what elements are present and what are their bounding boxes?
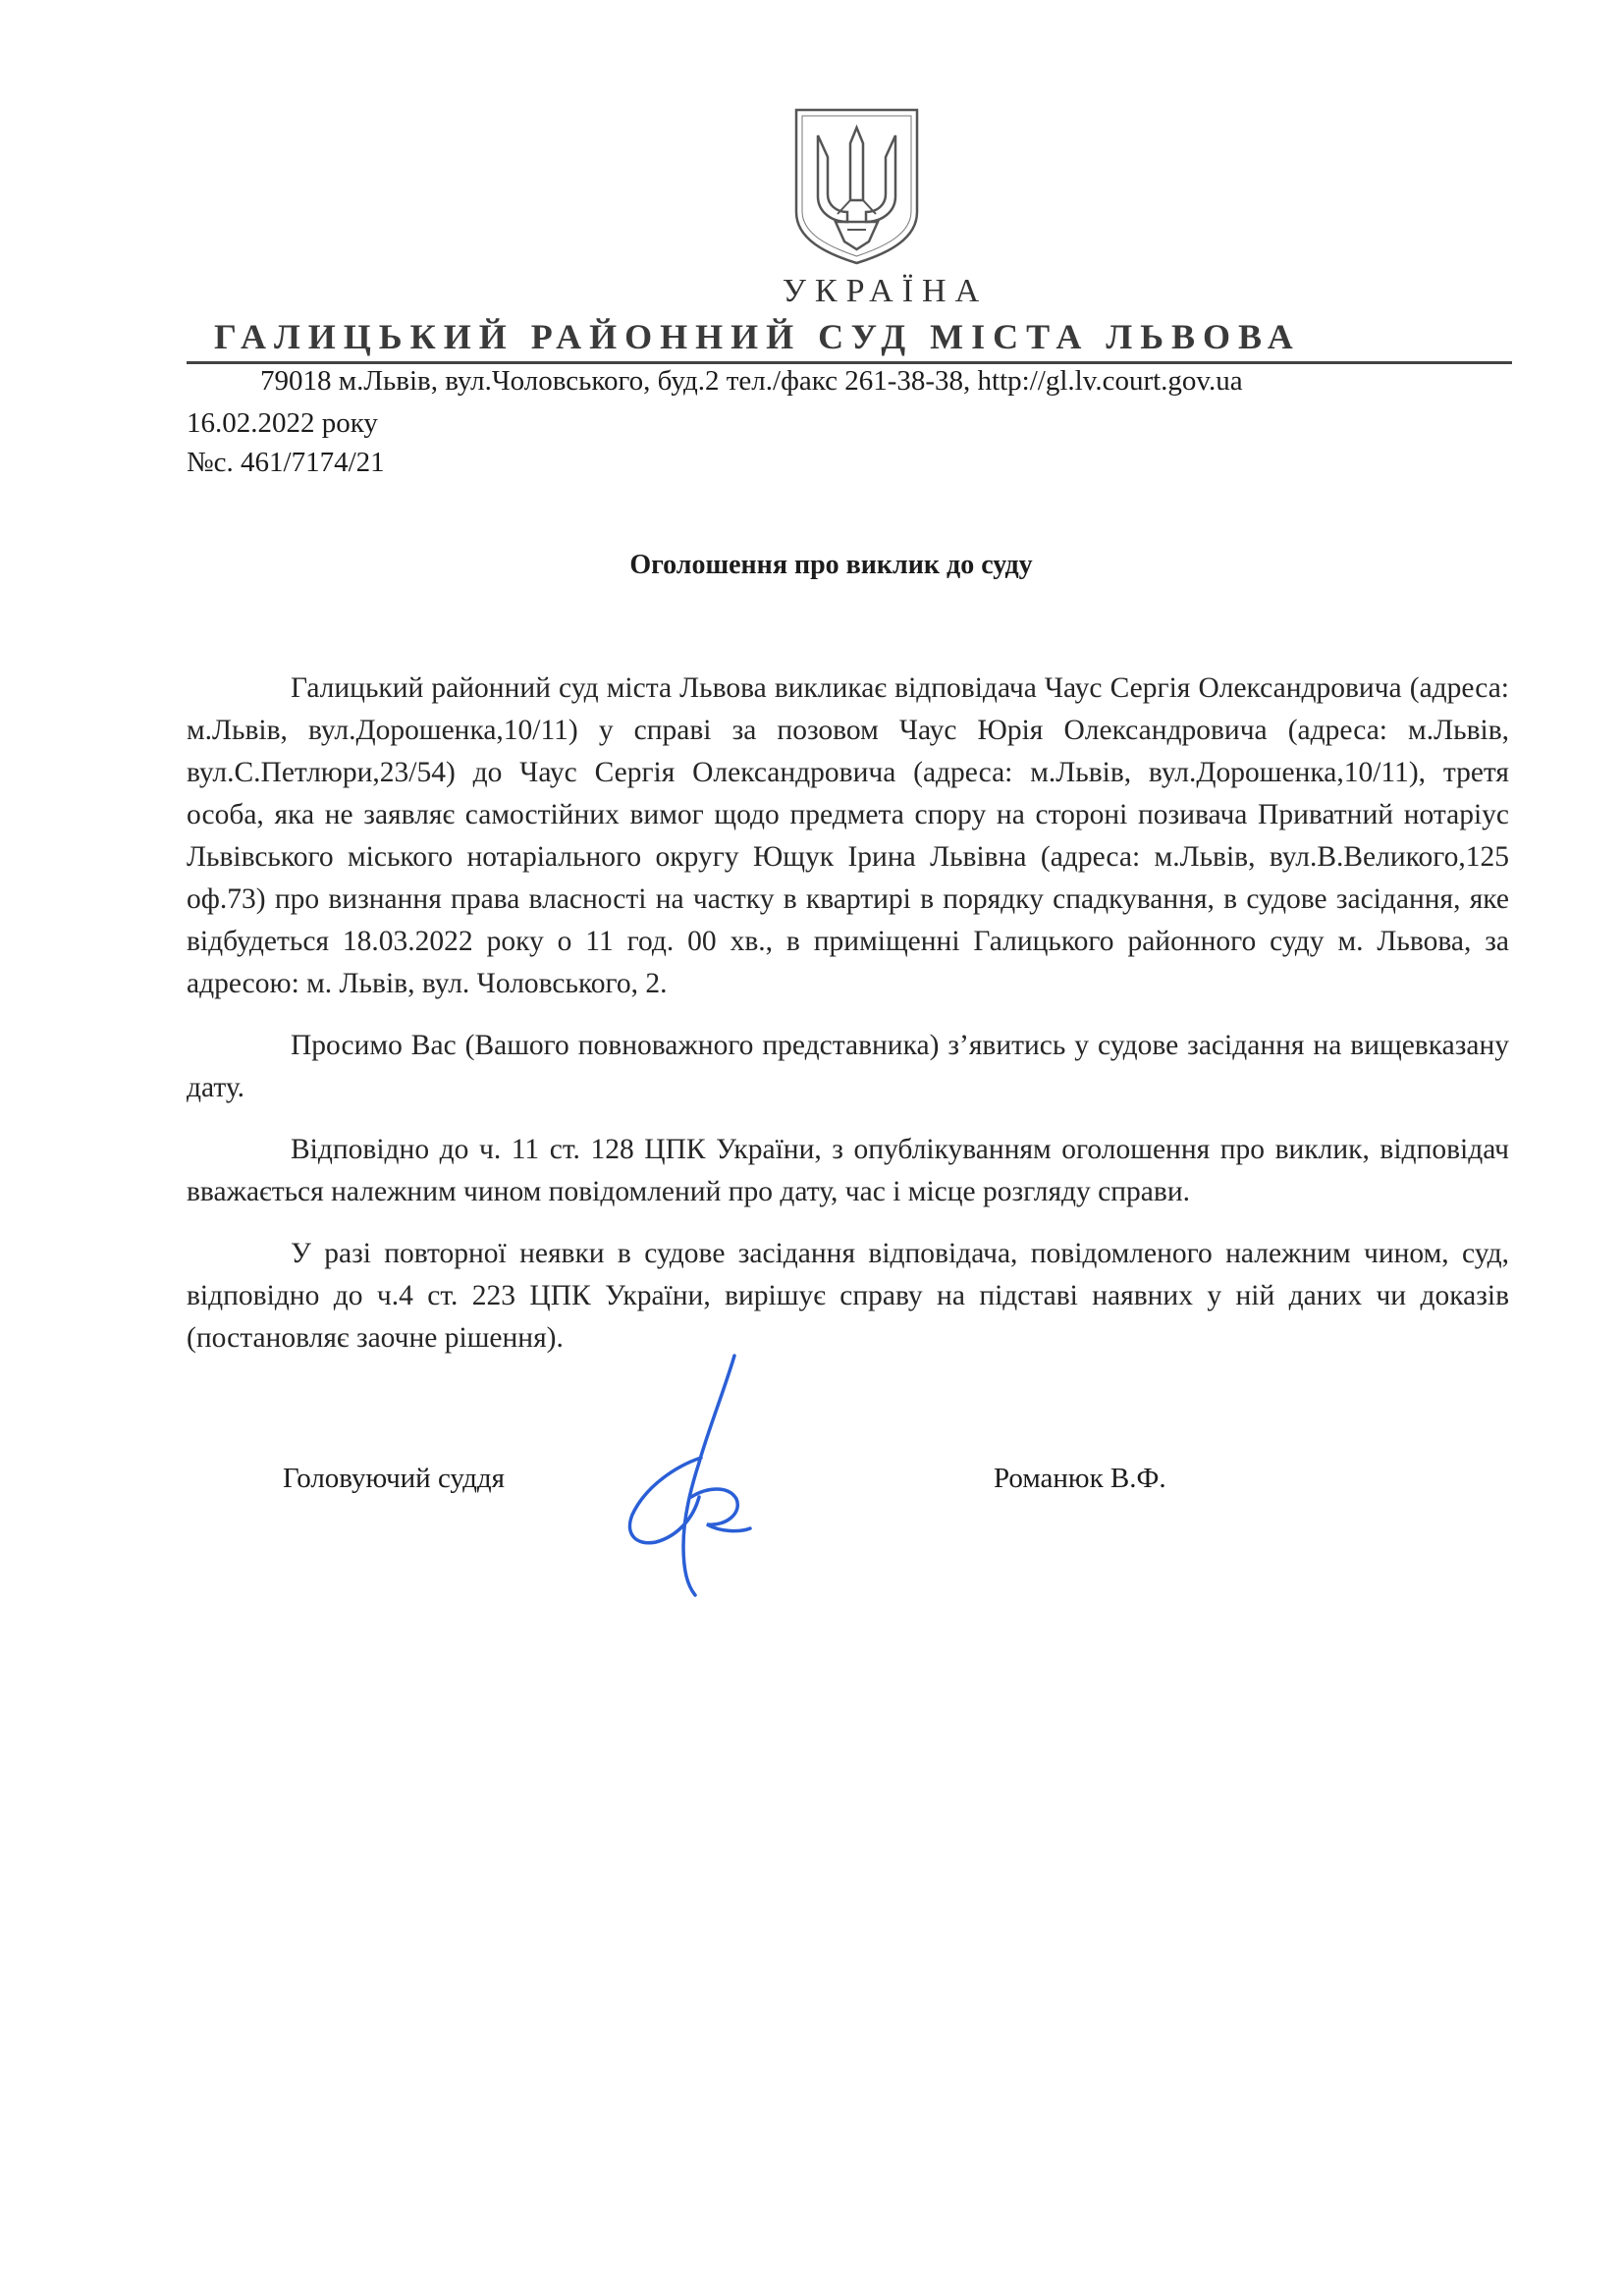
header-divider xyxy=(187,361,1512,364)
notice-body xyxy=(187,667,1509,1379)
case-number: №с. 461/7174/21 xyxy=(187,447,385,478)
country-name: УКРАЇНА xyxy=(782,273,989,309)
paragraph-consequences: У разі повторної неявки в судове засідання відповідача, повідомленого належним чином, суд, відповідно до ч.4 ст. 223 ЦПК України, вирішує справу на підставі наявних у ній даних чи доказів (постановляє заочне рішення). xyxy=(187,1238,1509,1354)
judge-name: Романюк В.Ф. xyxy=(994,1463,1166,1494)
paragraph-request: Просимо Вас (Вашого повноважного представника) з’явитись у судове засідання на вищевказану дату. xyxy=(187,1030,1509,1103)
paragraph-summons: Галицький районний суд міста Львова викликає відповідача Чаус Сергія Олександровича (адреса: м.Львів, вул.Дорошенка,10/11) у справі за позовом Чаус Юрія Олександровича (адреса: м.Львів, вул.С.Петлюри,23/54) до Чаус Сергія Олександровича (адреса: м.Львів, вул.Дорошенка,10/11), третя особа, яка не заявляє самостійних вимог щодо предмета спору на стороні позивача Приватний нотаріус Львівського міського нотаріального округу Ющук Ірина Львівна (адреса: м.Львів, вул.В.Великого,125 оф.73) про визнання права власності на частку в квартирі в порядку спадкування, в судове засідання, яке відбудеться 18.03.2022 року о 11 год. 00 хв., в приміщенні Галицького районного суду м. Львова, за адресою: м. Львів, вул. Чоловського, 2. xyxy=(187,672,1509,999)
document-date: 16.02.2022 року xyxy=(187,407,378,439)
coat-of-arms-icon xyxy=(790,106,923,265)
court-name: ГАЛИЦЬКИЙ РАЙОННИЙ СУД МІСТА ЛЬВОВА xyxy=(214,317,1301,356)
document-title: Оголошення про виклик до суду xyxy=(629,550,1033,580)
signature-block xyxy=(0,1463,1623,1639)
handwritten-signature-icon xyxy=(619,1350,756,1600)
court-address: 79018 м.Львів, вул.Чоловського, буд.2 тел./факс 261-38-38, http://gl.lv.court.gov.ua xyxy=(260,365,1243,397)
paragraph-legal-basis: Відповідно до ч. 11 ст. 128 ЦПК України, з опублікуванням оголошення про виклик, відповідач вважається належним чином повідомлений про дату, час і місце розгляду справи. xyxy=(187,1134,1509,1207)
judge-title: Головуючий суддя xyxy=(283,1463,505,1494)
